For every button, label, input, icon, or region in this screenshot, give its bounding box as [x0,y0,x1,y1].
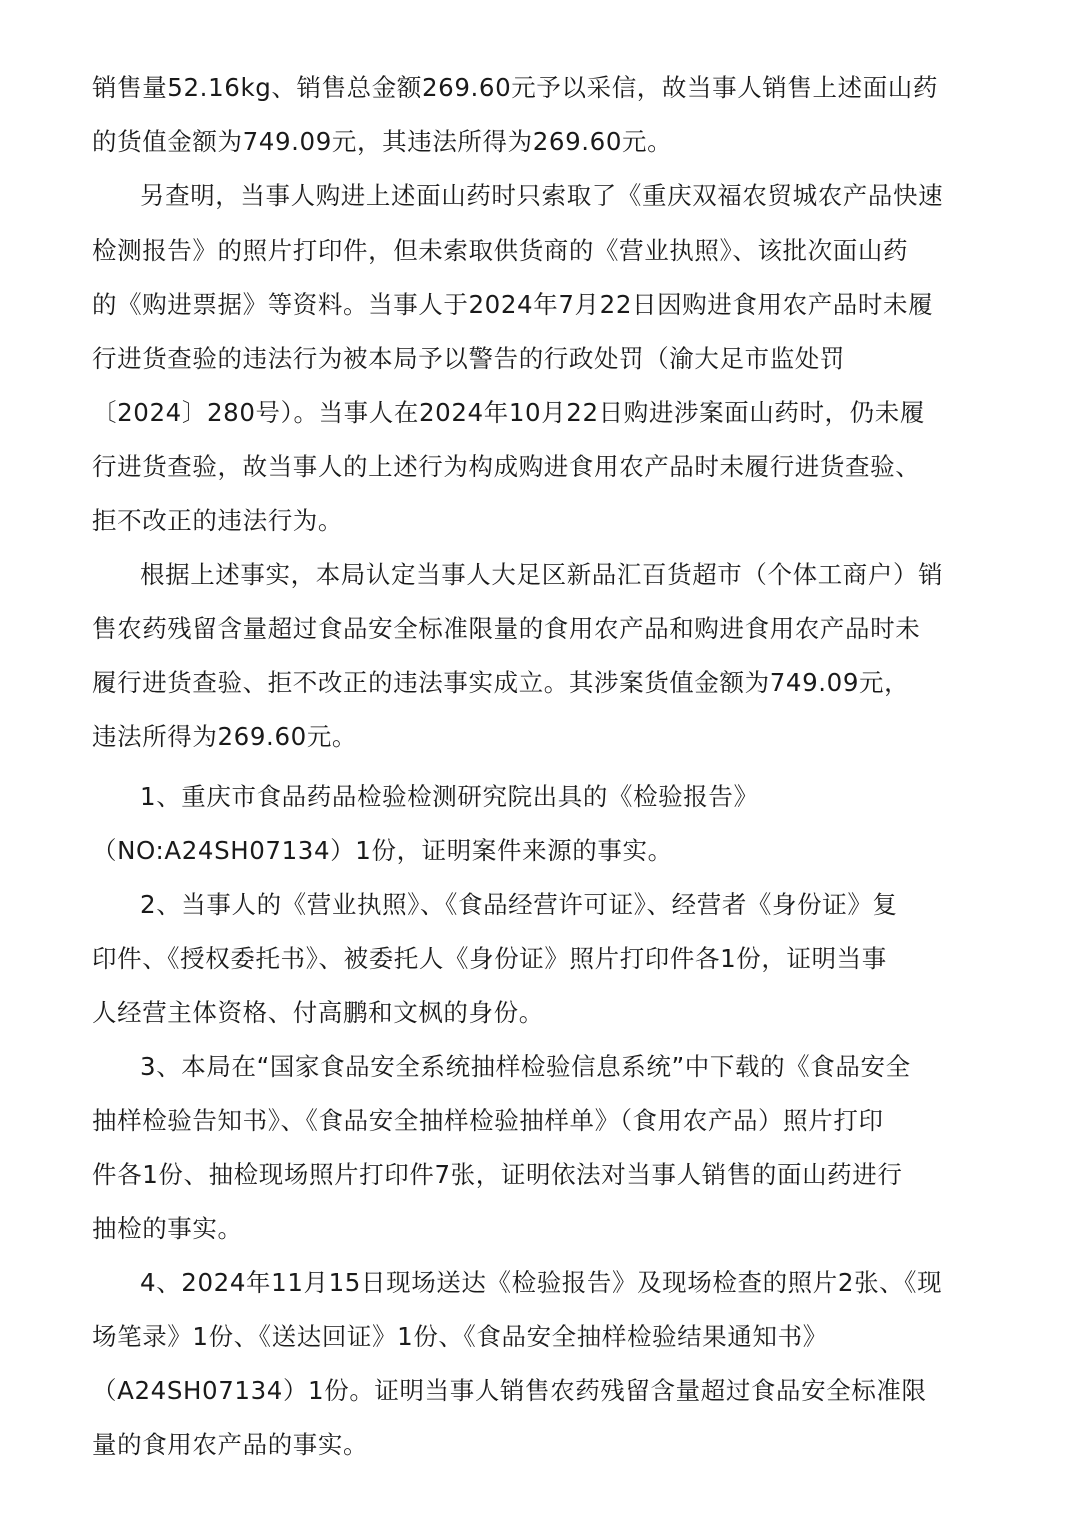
text-line: 〔2024〕280号）。当事人在2024年10月22日购进涉案面山药时，仍未履 [92,398,925,427]
text-line: 行进货查验，故当事人的上述行为构成购进食用农产品时未履行进货查验、 [92,452,921,481]
evidence-item-line: 3、本局在“国家食品安全系统抽样检验信息系统”中下载的《食品安全 [140,1052,911,1081]
text-line: 的货值金额为749.09元，其违法所得为269.60元。 [92,127,673,156]
paragraph-start-line: 另查明，当事人购进上述面山药时只索取了《重庆双福农贸城农产品快速 [140,181,944,210]
text-line: 的《购进票据》等资料。当事人于2024年7月22日因购进食用农产品时未履 [92,290,934,319]
text-line: 量的食用农产品的事实。 [92,1430,369,1459]
evidence-item-line: 2、当事人的《营业执照》、《食品经营许可证》、经营者《身份证》复 [140,890,898,919]
text-line: 销售量52.16kg、销售总金额269.60元予以采信，故当事人销售上述面山药 [92,73,939,102]
evidence-item-line: 4、2024年11月15日现场送达《检验报告》及现场检查的照片2张、《现 [140,1268,943,1297]
text-line: 场笔录》1份、《送达回证》1份、《食品安全抽样检验结果通知书》 [92,1322,828,1351]
text-line: 抽样检验告知书》、《食品安全抽样检验抽样单》（食用农产品）照片打印 [92,1106,884,1135]
text-line: 违法所得为269.60元。 [92,722,358,751]
text-line: 检测报告》的照片打印件，但未索取供货商的《营业执照》、该批次面山药 [92,236,909,265]
text-line: （NO:A24SH07134）1份，证明案件来源的事实。 [92,836,673,865]
text-line: 抽检的事实。 [92,1214,243,1243]
text-line: 履行进货查验、拒不改正的违法事实成立。其涉案货值金额为749.09元， [92,668,910,697]
text-line: （A24SH07134）1份。证明当事人销售农药残留含量超过食品安全标准限 [92,1376,927,1405]
text-line: 行进货查验的违法行为被本局予以警告的行政处罚（渝大足市监处罚 [92,344,845,373]
text-line: 印件、《授权委托书》、被委托人《身份证》照片打印件各1份，证明当事 [92,944,887,973]
paragraph-start-line: 根据上述事实，本局认定当事人大足区新品汇百货超市（个体工商户）销 [140,560,944,589]
text-line: 人经营主体资格、付高鹏和文枫的身份。 [92,998,544,1027]
text-line: 售农药残留含量超过食品安全标准限量的食用农产品和购进食用农产品时未 [92,614,921,643]
text-line: 件各1份、抽检现场照片打印件7张，证明依法对当事人销售的面山药进行 [92,1160,903,1189]
text-line: 拒不改正的违法行为。 [92,506,343,535]
evidence-item-line: 1、重庆市食品药品检验检测研究院出具的《检验报告》 [140,782,759,811]
